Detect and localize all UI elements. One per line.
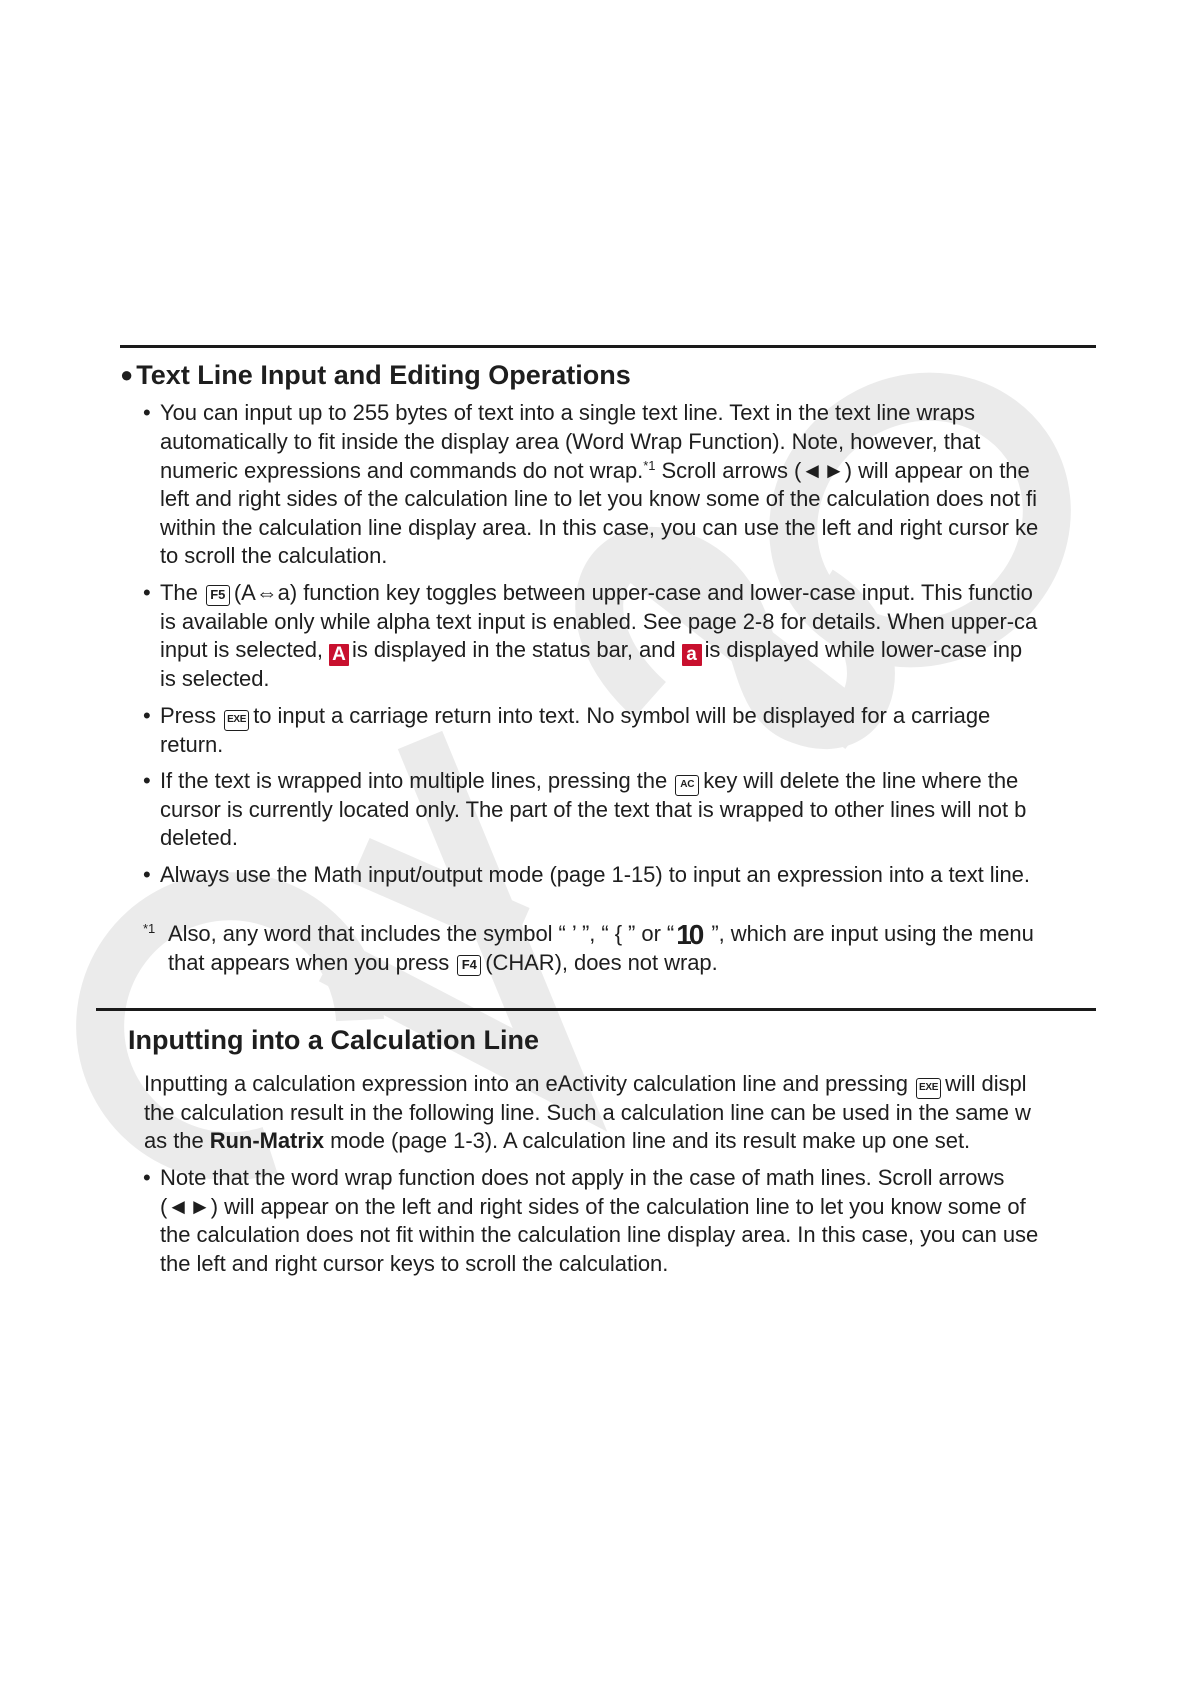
paragraph-line: Always use the Math input/output mode (page 1-15) to input an expression into a text line. [160,862,1030,887]
paragraph-line: the calculation does not fit within the calculation line display area. In this case, you can use [160,1222,1039,1247]
paragraph-line: (◄►) will appear on the left and right sides of the calculation line to let you know some of [160,1194,1026,1219]
paragraph-line: Press EXE to input a carriage return into text. No symbol will be displayed for a carriage [160,701,990,731]
paragraph-line: left and right sides of the calculation line to let you know some of the calculation does not fi [160,486,1037,511]
bullet-dot: • [143,1165,151,1190]
exe-key-icon: EXE [224,710,249,731]
section-heading-calculation-line: Inputting into a Calculation Line [128,1025,539,1055]
top-divider [120,345,1096,348]
paragraph-line: within the calculation line display area. In this case, you can use the left and right cursor ke [160,515,1039,540]
paragraph-line: Inputting a calculation expression into an eActivity calculation line and pressing EXE will displ [144,1069,1027,1099]
paragraph-line: automatically to fit inside the display area (Word Wrap Function). Note, however, that [160,429,981,454]
paragraph-line: input is selected, A is displayed in the status bar, and a is displayed while lower-case inp [160,637,1023,665]
times-ten-symbol: 10 [676,919,702,950]
paragraph-line: Note that the word wrap function does not apply in the case of math lines. Scroll arrows [160,1165,1005,1190]
f5-key-icon: F5 [206,585,230,606]
section-heading-text-line [120,358,631,392]
f4-key-icon: F4 [457,955,481,976]
paragraph-line: as the Run-Matrix mode (page 1-3). A calculation line and its result make up one set. [144,1128,971,1153]
heading-bullet: ● [120,362,134,387]
bullet-dot: • [143,768,151,793]
paragraph-line: the left and right cursor keys to scroll the calculation. [160,1251,669,1276]
footnote-ref: *1 [643,458,656,473]
paragraph-line: deleted. [160,825,238,850]
paragraph-line: cursor is currently located only. The part of the text that is wrapped to other lines will not b [160,797,1027,822]
bullet-dot: • [143,862,151,887]
paragraph-line: the calculation result in the following line. Such a calculation line can be used in the same w [144,1100,1031,1125]
paragraph-line: numeric expressions and commands do not wrap.$^{*1}$ Scroll arrows (◄►) will appear on the [160,458,1030,483]
paragraph-line: You can input up to 255 bytes of text into a single text line. Text in the text line wraps [160,400,975,425]
ac-key-icon: AC [675,775,699,796]
section-divider [96,1008,1096,1011]
bullet-dot: • [143,580,151,605]
mode-name: Run-Matrix [209,1128,325,1153]
footnote-line: that appears when you press F4 (CHAR), does not wrap. [168,950,718,975]
paragraph-line: return. [160,732,224,757]
heading-text: Text Line Input and Editing Operations [136,360,631,390]
bullet-dot: • [143,400,151,425]
footnote-marker: *1 [143,921,156,936]
exe-key-icon: EXE [916,1078,941,1099]
footnote-line: Also, any word that includes the symbol “ ’ ”, “ { ” or “10 ”, which are input using the menu [168,919,1034,950]
paragraph-line: is available only while alpha text input is enabled. See page 2-8 for details. When upper-ca [160,609,1038,634]
paragraph-line: If the text is wrapped into multiple lines, pressing the AC key will delete the line where the [160,766,1018,796]
paragraph-line: to scroll the calculation. [160,543,388,568]
paragraph-line: The F5 (A⇔a) function key toggles between upper-case and lower-case input. This functio [160,580,1033,605]
uppercase-status-icon: A [329,644,349,666]
lowercase-status-icon: a [682,644,702,666]
bullet-dot: • [143,703,151,728]
paragraph-line: is selected. [160,666,270,691]
